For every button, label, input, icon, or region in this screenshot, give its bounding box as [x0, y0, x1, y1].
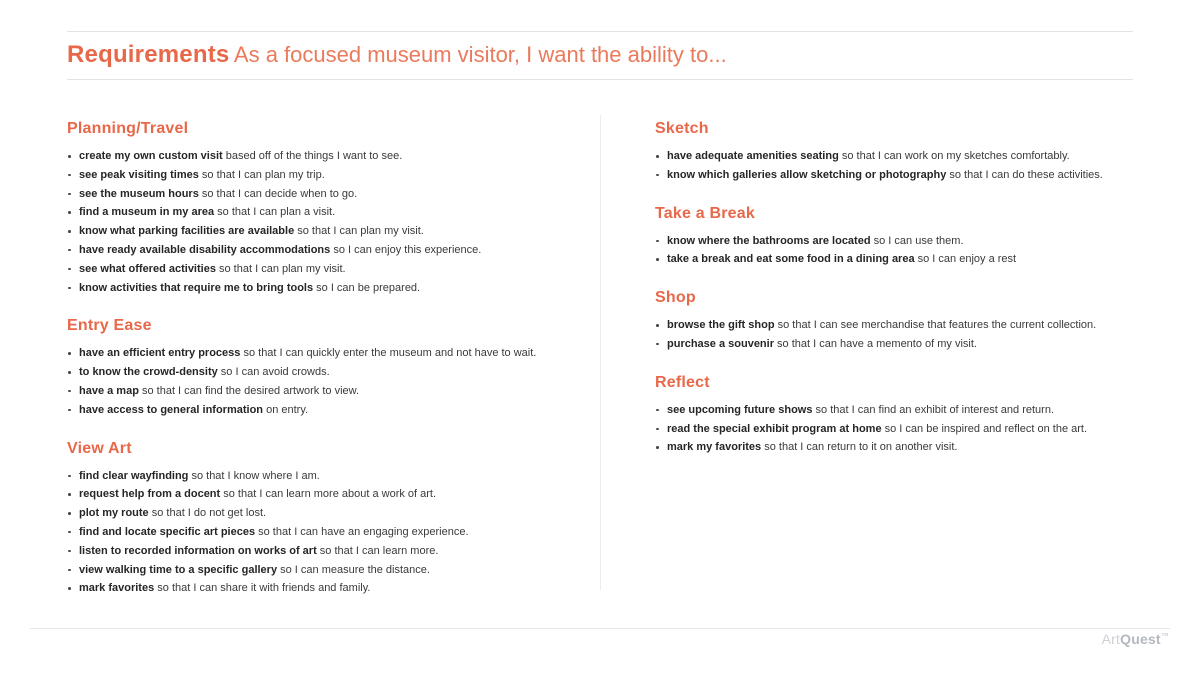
story-lead: see peak visiting times	[79, 168, 199, 181]
bullet-icon	[68, 230, 71, 233]
story-lead: have access to general information	[79, 403, 264, 416]
user-story-item	[67, 579, 597, 598]
bullet-icon	[68, 211, 71, 214]
user-story-item	[67, 504, 597, 523]
story-lead: mark my favorites	[667, 441, 762, 454]
user-story-item	[655, 438, 1185, 457]
story-rest: so that I can return to it on another visit.	[761, 441, 958, 454]
section-heading-take-a-break: Take a Break	[655, 204, 755, 222]
story-rest: so I can be prepared.	[313, 281, 421, 294]
user-story-list	[67, 147, 597, 297]
user-story-item	[67, 185, 597, 204]
story-lead: find a museum in my area	[79, 206, 215, 219]
story-rest: so that I can decide when to go.	[198, 187, 358, 200]
column-divider	[600, 115, 601, 590]
bullet-icon	[68, 371, 71, 374]
bullet-icon	[656, 409, 659, 412]
section-entry-ease	[67, 316, 597, 419]
user-story-item	[67, 561, 597, 580]
story-rest: so that I can plan my visit.	[294, 225, 424, 238]
bullet-icon	[68, 409, 71, 412]
story-rest: so that I can do these activities.	[946, 168, 1103, 181]
brand-logo	[1102, 631, 1169, 647]
story-lead: see the museum hours	[79, 187, 199, 200]
user-story-item	[67, 344, 597, 363]
story-lead: browse the gift shop	[667, 319, 775, 332]
bullet-icon	[68, 249, 71, 252]
section-take-a-break	[655, 204, 1185, 270]
bullet-icon	[68, 174, 71, 177]
story-rest: so that I can quickly enter the museum and not have to wait.	[240, 347, 537, 360]
bullet-icon	[68, 569, 71, 572]
bullet-icon	[68, 193, 71, 196]
bullet-icon	[68, 512, 71, 515]
bullet-icon	[656, 428, 659, 431]
story-lead: plot my route	[79, 507, 149, 520]
story-lead: purchase a souvenir	[667, 337, 774, 350]
bullet-icon	[68, 550, 71, 553]
user-story-item	[67, 222, 597, 241]
user-story-item	[655, 147, 1185, 166]
story-rest: so that I can work on my sketches comfortably.	[838, 150, 1070, 162]
bullet-icon	[656, 174, 659, 177]
story-rest: so I can be inspired and reflect on the art.	[881, 422, 1088, 435]
story-lead: find clear wayfinding	[79, 469, 189, 482]
bullet-icon	[656, 343, 659, 346]
story-lead: take a break and eat some food in a dining area	[667, 253, 915, 266]
user-story-list	[655, 401, 1185, 457]
bullet-icon	[656, 240, 659, 243]
user-story-list	[67, 344, 597, 419]
user-story-item	[67, 542, 597, 561]
header-bottom-rule	[67, 79, 1133, 80]
story-lead: have ready available disability accommodations	[79, 243, 331, 256]
section-planning-travel	[67, 119, 597, 297]
brand-light-text: Art	[1101, 631, 1121, 647]
user-story-item	[655, 335, 1185, 354]
user-story-item	[67, 523, 597, 542]
story-lead: see what offered activities	[79, 262, 216, 275]
story-rest: so that I can find an exhibit of interest and return.	[812, 403, 1055, 416]
user-story-item	[67, 363, 597, 382]
section-shop	[655, 288, 1185, 354]
user-story-item	[655, 316, 1185, 335]
story-lead: have an efficient entry process	[79, 347, 241, 360]
bullet-icon	[656, 446, 659, 449]
section-heading-planning-travel: Planning/Travel	[67, 120, 189, 137]
story-rest: so that I can plan a visit.	[214, 206, 336, 219]
user-story-item	[67, 260, 597, 279]
requirements-column-left	[67, 119, 597, 617]
story-rest: so I can avoid crowds.	[217, 366, 330, 379]
story-lead: have adequate amenities seating	[667, 150, 839, 162]
story-rest: so that I know where I am.	[188, 469, 320, 482]
section-heading-sketch: Sketch	[655, 120, 709, 137]
bullet-icon	[656, 258, 659, 261]
bullet-icon	[68, 475, 71, 478]
user-story-item	[67, 166, 597, 185]
bullet-icon	[656, 155, 659, 158]
user-story-item	[67, 467, 597, 486]
story-rest: so that I can see merchandise that features the current collection.	[774, 319, 1097, 332]
section-heading-view-art: View Art	[67, 439, 132, 457]
story-rest: so that I can have a memento of my visit.	[774, 337, 977, 350]
section-heading-shop: Shop	[655, 289, 696, 307]
story-lead: to know the crowd-density	[79, 366, 218, 379]
bullet-icon	[68, 390, 71, 393]
bullet-icon	[68, 287, 71, 290]
requirements-column-right	[655, 119, 1185, 476]
story-rest: so that I can plan my trip.	[198, 168, 325, 181]
story-lead: know where the bathrooms are located	[667, 234, 871, 247]
user-story-list	[655, 232, 1185, 270]
story-rest: on entry.	[263, 403, 309, 416]
user-story-item	[67, 279, 597, 298]
story-lead: see upcoming future shows	[667, 403, 813, 416]
story-rest: so that I can learn more about a work of art.	[220, 488, 437, 501]
footer-rule	[30, 628, 1170, 629]
brand-trademark: ™	[1160, 631, 1169, 641]
bullet-icon	[68, 531, 71, 534]
story-lead: have a map	[79, 384, 139, 397]
section-heading-entry-ease: Entry Ease	[67, 317, 152, 335]
section-heading-reflect: Reflect	[655, 373, 710, 391]
section-sketch	[655, 119, 1185, 185]
story-lead: view walking time to a specific gallery	[79, 563, 278, 576]
brand-bold-text: Quest	[1120, 631, 1161, 647]
user-story-item	[655, 166, 1185, 185]
story-rest: so I can use them.	[870, 234, 964, 247]
story-lead: find and locate specific art pieces	[79, 525, 256, 538]
bullet-icon	[68, 587, 71, 590]
story-rest: so I can enjoy this experience.	[330, 243, 482, 256]
bullet-icon	[68, 155, 71, 158]
bullet-icon	[68, 352, 71, 355]
section-view-art	[67, 439, 597, 599]
story-rest: so that I can find the desired artwork to view.	[138, 384, 360, 397]
bullet-icon	[656, 324, 659, 327]
story-rest: so I can measure the distance.	[277, 563, 430, 576]
story-lead: listen to recorded information on works of art	[79, 544, 317, 557]
bullet-icon	[68, 493, 71, 496]
story-rest: so that I do not get lost.	[148, 507, 267, 520]
user-story-item	[67, 241, 597, 260]
user-story-item	[67, 382, 597, 401]
user-story-item	[655, 250, 1185, 269]
user-story-item	[67, 203, 597, 222]
section-reflect	[655, 373, 1185, 457]
user-story-list	[655, 147, 1185, 185]
user-story-item	[655, 420, 1185, 439]
story-lead: request help from a docent	[79, 488, 221, 501]
story-lead: know which galleries allow sketching or photography	[667, 168, 947, 181]
page-header	[67, 41, 727, 69]
page-subtitle: As a focused museum visitor, I want the ability to...	[233, 42, 727, 67]
story-rest: so I can enjoy a rest	[914, 253, 1017, 266]
bullet-icon	[68, 268, 71, 271]
story-rest: so that I can plan my visit.	[215, 262, 346, 275]
story-rest: based off of the things I want to see.	[222, 150, 403, 162]
story-lead: create my own custom visit	[79, 150, 223, 162]
story-rest: so that I can learn more.	[316, 544, 439, 557]
page-title: Requirements	[67, 41, 230, 68]
user-story-item	[67, 485, 597, 504]
user-story-item	[67, 147, 597, 166]
story-lead: read the special exhibit program at home	[667, 422, 882, 435]
story-rest: so that I can share it with friends and family.	[154, 582, 371, 595]
user-story-item	[655, 232, 1185, 251]
story-lead: know what parking facilities are available	[79, 225, 295, 238]
header-top-rule	[67, 31, 1133, 32]
user-story-item	[67, 401, 597, 420]
story-lead: know activities that require me to bring tools	[79, 281, 314, 294]
user-story-item	[655, 401, 1185, 420]
user-story-list	[655, 316, 1185, 354]
story-lead: mark favorites	[79, 582, 155, 595]
story-rest: so that I can have an engaging experience.	[255, 525, 469, 538]
user-story-list	[67, 467, 597, 599]
